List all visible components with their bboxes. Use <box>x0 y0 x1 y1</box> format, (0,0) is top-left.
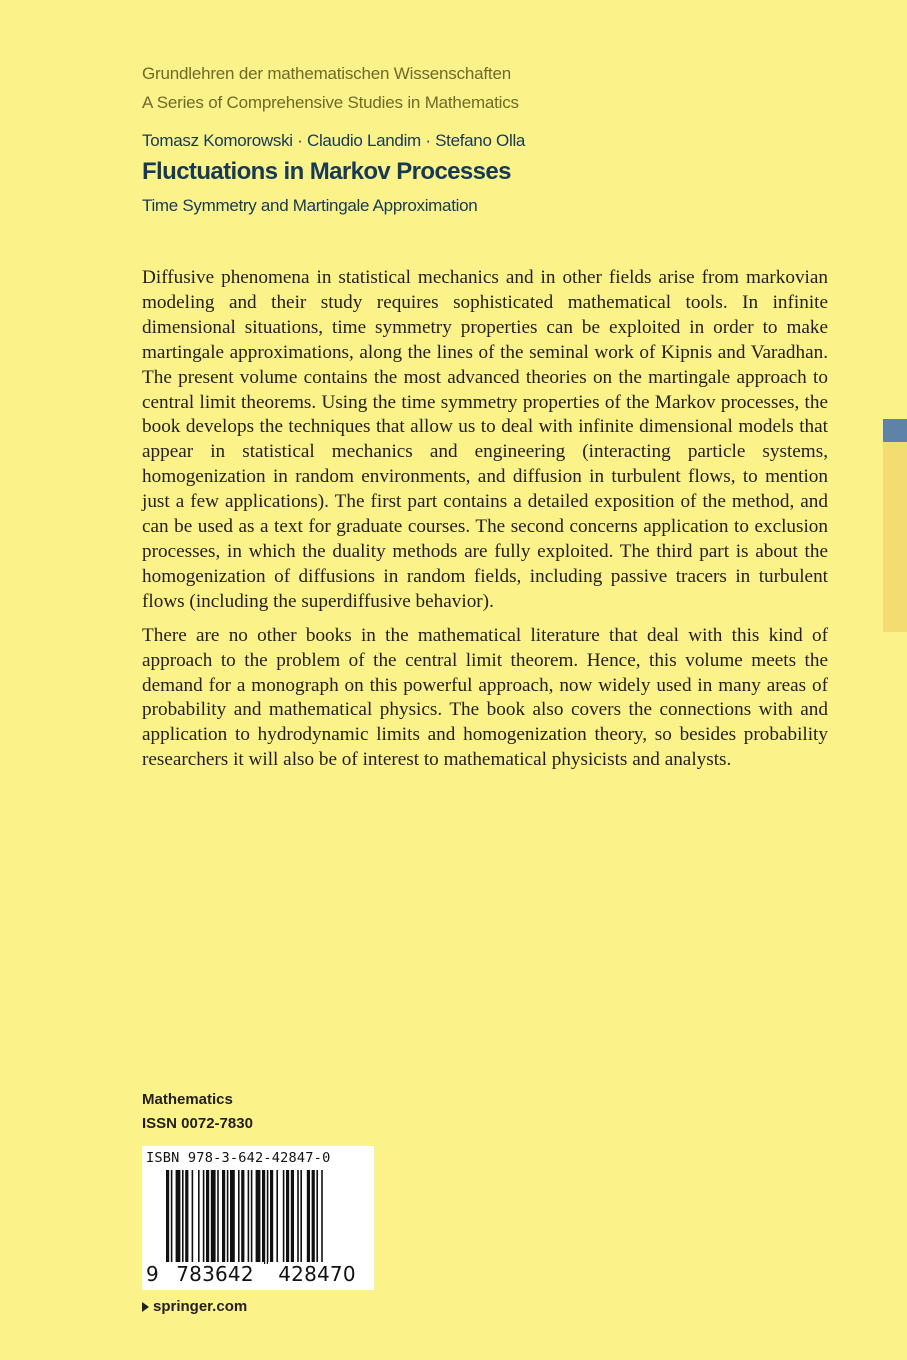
barcode-bar <box>270 1170 273 1264</box>
barcode-bar <box>182 1170 184 1264</box>
barcode-bar <box>206 1170 209 1264</box>
barcode-bar <box>316 1170 318 1276</box>
barcode-bar <box>166 1170 169 1276</box>
barcode-bar <box>291 1170 294 1264</box>
blurb <box>142 266 828 782</box>
barcode-bar <box>217 1170 219 1264</box>
barcode-bar <box>300 1170 302 1264</box>
barcode-bar <box>198 1170 200 1264</box>
blurb-paragraph-2: There are no other books in the mathematical literature that deal with this kind of approach to the problem of the central limit theorem. Hence, this volume meets the demand for a monograph on this powerful approach, now widely used in many areas of probability and mathematical physics. The book also covers the connections with and application to hydrodynamic limits and homogenization theory, so besides probability researchers it will also be of interest to mathematical physicists and analysts. <box>142 624 828 771</box>
series-subtitle: A Series of Comprehensive Studies in Mathematics <box>142 93 519 112</box>
barcode-bar <box>297 1170 299 1264</box>
barcode-bar <box>276 1170 278 1264</box>
barcode-bar <box>256 1170 261 1264</box>
barcode-bar <box>321 1170 323 1276</box>
arrow-right-icon <box>142 1302 149 1312</box>
isbn-barcode <box>142 1146 374 1290</box>
barcode-bar <box>283 1170 285 1264</box>
barcode-bar <box>211 1170 216 1264</box>
barcode-bar <box>286 1170 289 1264</box>
book-subtitle: Time Symmetry and Martingale Approximation <box>142 196 478 215</box>
barcode-bar <box>176 1170 181 1264</box>
barcode-bar <box>230 1170 235 1264</box>
book-title: Fluctuations in Markov Processes <box>142 158 511 185</box>
series-title: Grundlehren der mathematischen Wissenschaften <box>142 64 511 83</box>
barcode-bar <box>222 1170 225 1264</box>
barcode-bar <box>248 1170 250 1264</box>
subject-label: Mathematics <box>142 1091 233 1108</box>
barcode-bar <box>185 1170 188 1264</box>
ean-right-digits: 428470 <box>268 1262 366 1286</box>
barcode-bar <box>241 1170 244 1276</box>
barcode-bar <box>192 1170 194 1264</box>
issn-label: ISSN 0072-7830 <box>142 1115 253 1132</box>
book-authors: Tomasz Komorowski · Claudio Landim · Stefano Olla <box>142 131 526 150</box>
barcode-bar <box>227 1170 229 1264</box>
barcode-bar <box>238 1170 240 1276</box>
barcode-bar <box>171 1170 173 1276</box>
side-color-tab-gold <box>883 442 907 632</box>
ean-first-digit: 9 <box>146 1262 159 1286</box>
barcode-bar <box>203 1170 205 1264</box>
barcode-bar <box>251 1170 253 1264</box>
publisher-url: springer.com <box>153 1298 248 1315</box>
isbn-label: ISBN 978-3-642-42847-0 <box>146 1150 331 1166</box>
ean-left-digits: 783642 <box>166 1262 264 1286</box>
barcode-bar <box>307 1170 310 1264</box>
barcode-bar <box>312 1170 315 1264</box>
blurb-paragraph-1: Diffusive phenomena in statistical mechanics and in other fields arise from markovian modeling and their study requires sophisticated mathematical tools. In infinite dimensional situations, time symmetry properties can be exploited in order to make martingale approximations, along the lines of the seminal work of Kipnis and Varadhan. The present volume contains the most advanced theories on the martingale approach to central limit theorems. Using the time symmetry properties of the Markov processes, the book develops the techniques that allow us to deal with infinite dimensional models that appear in statistical mechanics and engineering (interacting particle systems, homogenization in random environments, and diffusion in turbulent flows, to mention just a few applications). The first part contains a detailed exposition of the method, and can be used as a text for graduate courses. The second concerns application to exclusion processes, in which the duality methods are fully exploited. The third part is about the homogenization of diffusions in random fields, including passive tracers in turbulent flows (including the superdiffusive behavior). <box>142 267 828 612</box>
barcode-bar <box>267 1170 269 1264</box>
publisher-link[interactable] <box>142 1298 247 1315</box>
side-color-tab-blue <box>883 419 907 442</box>
barcode-bar <box>262 1170 265 1264</box>
